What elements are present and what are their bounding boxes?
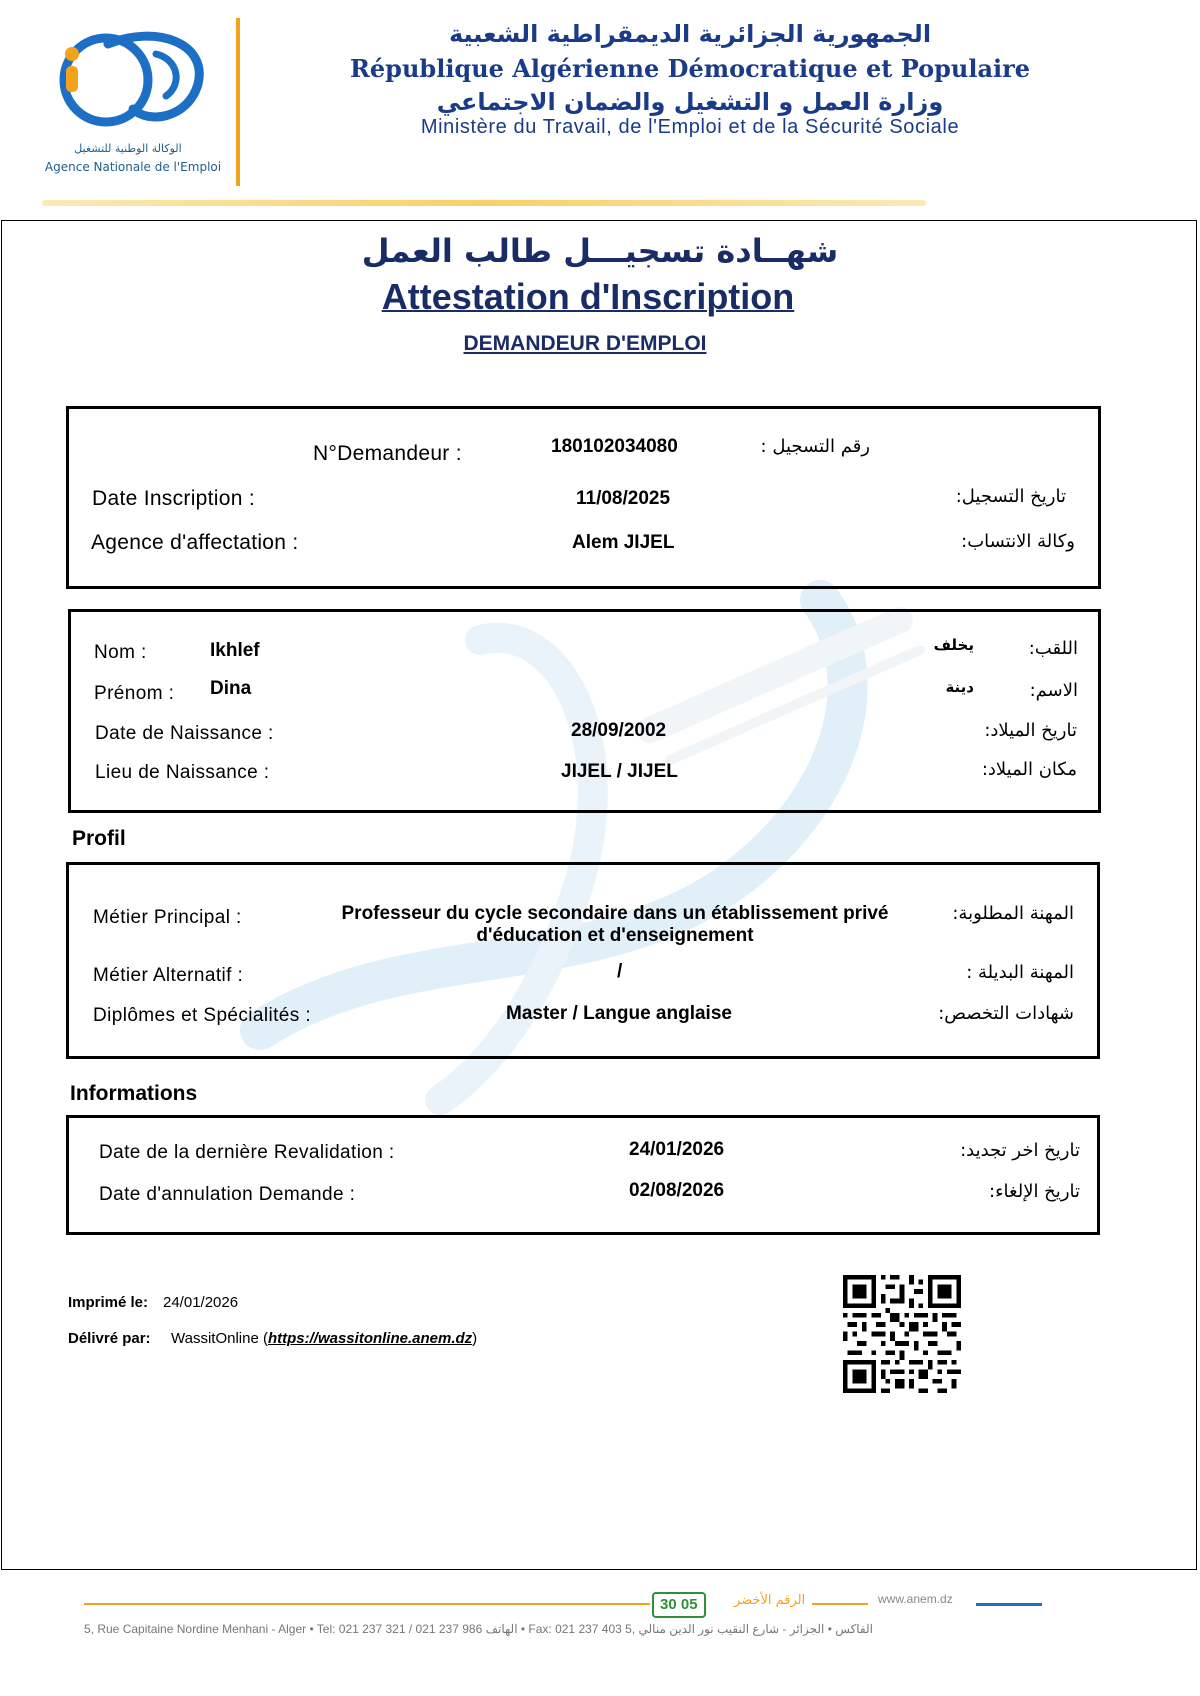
birth-place-label-ar: مكان الميلاد:	[981, 759, 1077, 780]
last-name-label-ar: اللقب:	[1028, 638, 1078, 659]
printed-date-label: Imprimé le:	[68, 1294, 149, 1311]
delivered-by-label: Délivré par:	[68, 1330, 151, 1347]
main-job-value-line2: d'éducation et d'enseignement	[476, 925, 754, 946]
applicant-number-value: 180102034080	[551, 436, 678, 457]
first-name-value: Dina	[210, 678, 252, 699]
last-name-value-ar: يخلف	[933, 636, 974, 654]
profil-section-title: Profil	[72, 827, 126, 850]
alt-job-value: /	[617, 961, 623, 982]
delivered-by-close: )	[472, 1330, 478, 1347]
revalidation-date-label: Date de la dernière Revalidation :	[99, 1142, 395, 1163]
delivered-by-value: WassitOnline (	[171, 1330, 268, 1347]
delivered-by-line	[171, 1330, 477, 1347]
first-name-label: Prénom :	[94, 683, 175, 704]
informations-box	[66, 1115, 1100, 1235]
applicant-number-label: N°Demandeur :	[313, 442, 462, 465]
first-name-label-ar: الاسم:	[1029, 680, 1078, 701]
footer-line-blue	[976, 1603, 1042, 1606]
title-sub	[0, 332, 1170, 356]
registration-date-value: 11/08/2025	[576, 488, 671, 509]
cancellation-date-value: 02/08/2026	[629, 1180, 725, 1201]
registration-date-label-ar: تاريخ التسجيل:	[955, 486, 1066, 507]
title-sub-text: DEMANDEUR D'EMPLOI	[463, 332, 707, 355]
diplomas-label-ar: شهادات التخصص:	[938, 1003, 1074, 1024]
agency-label-ar: وكالة الانتساب:	[961, 531, 1075, 552]
agency-value: Alem JIJEL	[572, 532, 675, 553]
logo-text-ar: الوكالة الوطنية للتشغيل	[74, 142, 182, 155]
birth-date-label-ar: تاريخ الميلاد:	[984, 720, 1077, 741]
cancellation-date-label-ar: تاريخ الإلغاء:	[989, 1181, 1080, 1202]
profil-box	[66, 862, 1100, 1059]
ministry-name-fr: Ministère du Travail, de l'Emploi et de la Sécurité Sociale	[420, 116, 960, 138]
title-fr	[0, 276, 1176, 318]
qr-code-icon	[843, 1275, 961, 1393]
birth-date-value: 28/09/2002	[571, 720, 667, 741]
country-name-fr: République Algérienne Démocratique et Populaire	[349, 54, 1031, 83]
green-number-label-ar: الرقم الأخضر	[734, 1593, 806, 1608]
country-name-ar: الجمهورية الجزائرية الديمقراطية الشعبية	[448, 20, 932, 48]
alt-job-label: Métier Alternatif :	[93, 965, 244, 986]
ministry-name-ar: وزارة العمل و التشغيل والضمان الاجتماعي	[436, 88, 944, 116]
footer-website[interactable]: www.anem.dz	[878, 1592, 953, 1606]
alt-job-label-ar: المهنة البديلة :	[966, 962, 1074, 983]
main-job-value-line1: Professeur du cycle secondaire dans un établissement privé	[341, 903, 889, 924]
footer-address: 5, Rue Capitaine Nordine Menhani - Alger • Tel: 021 237 321 / 021 237 986 الهاتف • Fax: 021 237 403 الفاكس • الجزائر - شارع النقيب نور الدين منالي ,5	[84, 1622, 873, 1636]
diplomas-value: Master / Langue anglaise	[506, 1003, 732, 1024]
header-divider	[42, 200, 926, 206]
main-job-label-ar: المهنة المطلوبة:	[952, 903, 1074, 924]
informations-section-title: Informations	[70, 1082, 198, 1105]
wassit-online-link[interactable]: https://wassitonline.anem.dz	[267, 1330, 473, 1347]
revalidation-date-label-ar: تاريخ اخر تجديد:	[960, 1140, 1080, 1161]
title-fr-text: Attestation d'Inscription	[381, 276, 795, 317]
footer-line-orange-right	[812, 1603, 868, 1605]
cancellation-date-label: Date d'annulation Demande :	[99, 1184, 356, 1205]
printed-date-value: 24/01/2026	[163, 1294, 239, 1311]
green-number-badge: 30 05	[652, 1592, 706, 1618]
footer-line-orange-left	[84, 1603, 650, 1605]
title-ar: شهــادة تسجيـــل طالب العمل	[361, 232, 839, 270]
logo-text-fr: Agence Nationale de l'Emploi	[44, 160, 222, 174]
applicant-number-label-ar: رقم التسجيل :	[760, 436, 870, 457]
birth-place-value: JIJEL / JIJEL	[561, 761, 678, 782]
diplomas-label: Diplômes et Spécialités :	[93, 1005, 312, 1026]
first-name-value-ar: دينة	[945, 678, 974, 696]
anem-logo-icon	[38, 14, 228, 144]
agency-label: Agence d'affectation :	[91, 531, 299, 554]
revalidation-date-value: 24/01/2026	[629, 1139, 725, 1160]
registration-date-label: Date Inscription :	[92, 487, 255, 510]
anem-logo	[38, 14, 228, 184]
birth-date-label: Date de Naissance :	[95, 723, 274, 744]
last-name-value: Ikhlef	[210, 640, 260, 661]
birth-place-label: Lieu de Naissance :	[95, 762, 270, 783]
logo-divider	[236, 18, 240, 186]
last-name-label: Nom :	[94, 642, 147, 663]
main-job-label: Métier Principal :	[93, 907, 242, 928]
